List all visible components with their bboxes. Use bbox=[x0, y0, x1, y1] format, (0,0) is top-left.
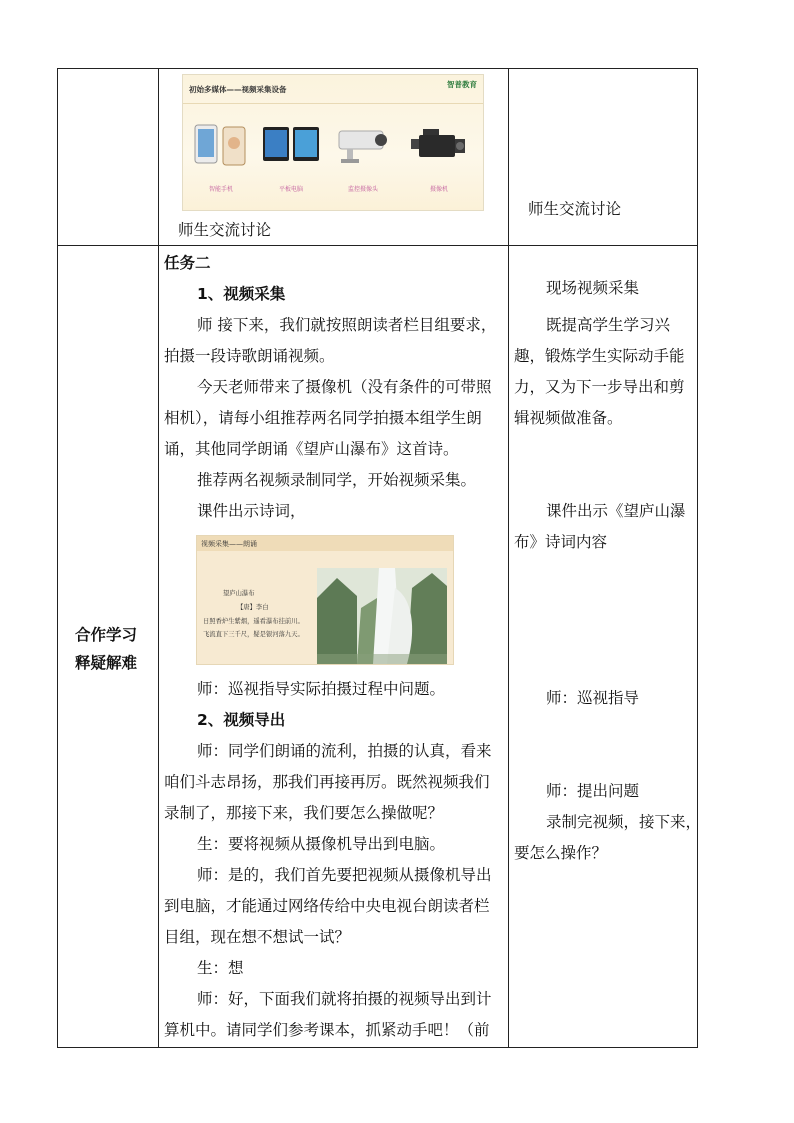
tablet-icon bbox=[261, 123, 321, 167]
poem-slide bbox=[196, 535, 454, 665]
p2-line3: 诵，其他同学朗诵《望庐山瀑布》这首诗。 bbox=[164, 440, 459, 458]
right-note-5: 师：提出问题 bbox=[546, 782, 640, 800]
row1-right-caption: 师生交流讨论 bbox=[528, 200, 622, 218]
device-label-smartphone: 智能手机 bbox=[208, 186, 233, 193]
right-note-4: 师：巡视指导 bbox=[546, 689, 640, 707]
section-label-line2: 释疑解难 bbox=[75, 654, 138, 672]
video-devices-slide bbox=[182, 74, 484, 211]
poem-line2: 飞流直下三千尺，疑是银河落九天。 bbox=[203, 631, 304, 638]
p2-line2: 相机），请每小组推荐两名同学拍摄本组学生朗 bbox=[164, 409, 482, 427]
p4: 课件出示诗词， bbox=[197, 502, 306, 520]
right-note-6-line2: 要怎么操作？ bbox=[514, 844, 608, 862]
security-camera-icon bbox=[333, 123, 393, 167]
section2-heading: 2、视频导出 bbox=[197, 711, 286, 729]
poem-line1: 日照香炉生紫烟，遥看瀑布挂前川。 bbox=[203, 618, 304, 625]
p7: 生：要将视频从摄像机导出到电脑。 bbox=[197, 835, 446, 853]
right-note-2-line2: 趣，锻炼学生实际动手能 bbox=[514, 347, 685, 365]
p8-line3: 目组，现在想不想试一试？ bbox=[164, 928, 351, 946]
p6-line2: 咱们斗志昂扬，那我们再接再厉。既然视频我们 bbox=[164, 773, 490, 791]
video-camera-icon bbox=[409, 123, 469, 167]
waterfall-painting bbox=[317, 568, 447, 664]
right-note-3-line2: 布》诗词内容 bbox=[514, 533, 608, 551]
p6-line3: 录制了，那接下来，我们要怎么操做呢？ bbox=[164, 804, 444, 822]
p5: 师：巡视指导实际拍摄过程中问题。 bbox=[197, 680, 446, 698]
right-note-2-line3: 力，又为下一步导出和剪 bbox=[514, 378, 685, 396]
poem-title: 望庐山瀑布 bbox=[223, 590, 255, 597]
section1-heading: 1、视频采集 bbox=[197, 285, 286, 303]
right-note-3-line1: 课件出示《望庐山瀑 bbox=[546, 502, 686, 520]
right-note-1: 现场视频采集 bbox=[546, 279, 640, 297]
device-label-security-camera: 监控摄像头 bbox=[347, 186, 378, 193]
right-note-2-line4: 辑视频做准备。 bbox=[514, 409, 623, 427]
slide-brand-logo: 智普教育 bbox=[447, 80, 477, 89]
col-divider-2 bbox=[508, 69, 509, 1047]
row1-middle-caption: 师生交流讨论 bbox=[178, 221, 272, 239]
p10-line1: 师：好，下面我们就将拍摄的视频导出到计 bbox=[197, 990, 492, 1008]
task-title: 任务二 bbox=[164, 254, 211, 272]
p10-line2: 算机中。请同学们参考课本，抓紧动手吧！（前 bbox=[164, 1021, 490, 1039]
p8-line1: 师：是的，我们首先要把视频从摄像机导出 bbox=[197, 866, 492, 884]
p2-line1: 今天老师带来了摄像机（没有条件的可带照 bbox=[197, 378, 492, 396]
device-label-video-camera: 摄像机 bbox=[429, 186, 448, 193]
right-note-2-line1: 既提高学生学习兴 bbox=[546, 316, 671, 334]
right-note-6-line1: 录制完视频，接下来， bbox=[546, 813, 702, 831]
poem-slide-title: 视频采集——朗诵 bbox=[201, 540, 257, 548]
p9: 生：想 bbox=[197, 959, 244, 977]
device-label-tablet: 平板电脑 bbox=[278, 186, 303, 193]
p1-line2: 拍摄一段诗歌朗诵视频。 bbox=[164, 347, 335, 365]
poem-author: 【唐】李白 bbox=[237, 604, 269, 611]
smartphone-icon bbox=[191, 123, 251, 167]
p6-line1: 师：同学们朗诵的流利，拍摄的认真，看来 bbox=[197, 742, 492, 760]
row-divider bbox=[58, 245, 697, 246]
p8-line2: 到电脑，才能通过网络传给中央电视台朗读者栏 bbox=[164, 897, 490, 915]
col-divider-1 bbox=[158, 69, 159, 1047]
p1-line1: 师 接下来，我们就按照朗读者栏目组要求， bbox=[197, 316, 497, 334]
slide-title: 初始多媒体——视频采集设备 bbox=[189, 85, 287, 94]
section-label-line1: 合作学习 bbox=[75, 626, 138, 644]
p3: 推荐两名视频录制同学，开始视频采集。 bbox=[197, 471, 477, 489]
